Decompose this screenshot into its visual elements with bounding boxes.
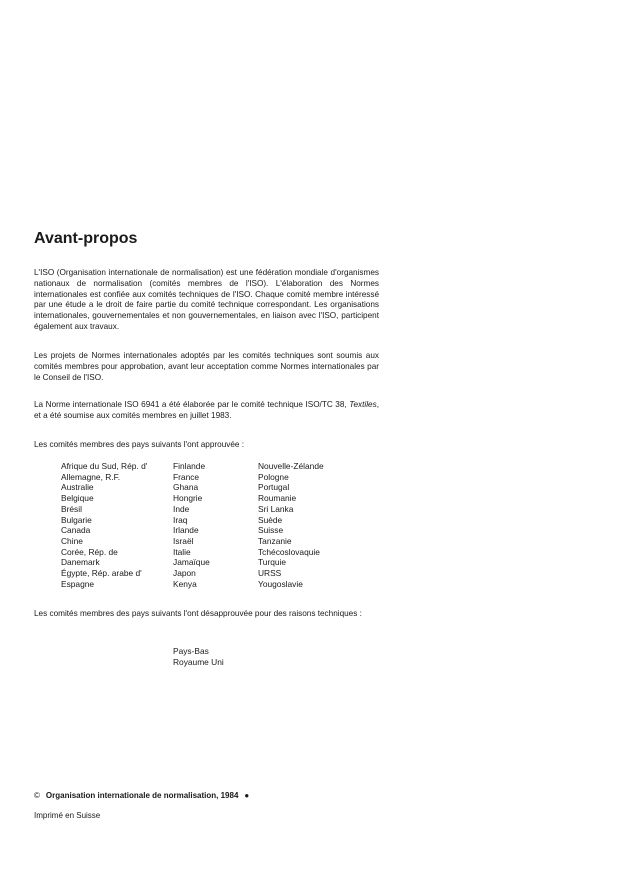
country-item: Danemark xyxy=(61,557,100,568)
printed-in: Imprimé en Suisse xyxy=(34,811,101,820)
country-item: URSS xyxy=(258,568,282,579)
country-item: France xyxy=(173,471,200,482)
country-item: Turquie xyxy=(258,557,287,568)
country-item: Corée, Rép. de xyxy=(61,546,118,557)
country-item: Hongrie xyxy=(173,493,203,504)
country-item: Australie xyxy=(61,482,94,493)
country-item: Iraq xyxy=(173,514,188,525)
origin-text-end: , et a été soumise aux comités membres en juillet 1983. xyxy=(34,400,379,420)
country-item: Yougoslavie xyxy=(258,578,303,589)
country-item: Pologne xyxy=(258,471,289,482)
committee-name: Textiles xyxy=(349,400,377,409)
country-item: Finlande xyxy=(173,461,206,471)
paragraph-approved-intro: Les comités membres des pays suivants l'ont approuvée : xyxy=(34,440,244,449)
country-item: Suède xyxy=(258,514,283,525)
bullet-icon: ● xyxy=(244,791,250,800)
paragraph-approval-process: Les projets de Normes internationales adoptés par les comités techniques sont soumis aux comités membres pour approbation, avant leur acceptation comme Normes internationales par le Conseil de l'ISO. xyxy=(34,351,379,382)
country-item: Irlande xyxy=(173,525,199,536)
country-item: Afrique du Sud, Rép. d' xyxy=(61,461,148,471)
paragraph-disapproved-intro: Les comités membres des pays suivants l'ont désapprouvée pour des raisons techniques : xyxy=(34,609,362,618)
country-item: Pays-Bas xyxy=(173,646,209,656)
approved-column-3 xyxy=(258,461,324,589)
country-item: Ghana xyxy=(173,482,199,493)
paragraph-standard-origin xyxy=(34,400,379,422)
country-item: Portugal xyxy=(258,482,290,493)
country-item: Inde xyxy=(173,503,190,514)
country-item: Espagne xyxy=(61,578,95,589)
copyright-line xyxy=(34,791,249,800)
country-item: Jamaïque xyxy=(173,557,210,568)
approved-column-2 xyxy=(173,461,210,589)
country-item: Belgique xyxy=(61,493,94,504)
country-item: Sri Lanka xyxy=(258,503,294,514)
country-item: Roumanie xyxy=(258,493,297,504)
country-item: Canada xyxy=(61,525,91,536)
country-item: Bulgarie xyxy=(61,514,92,525)
country-item: Italie xyxy=(173,546,191,557)
country-item: Nouvelle-Zélande xyxy=(258,461,324,471)
country-item: Suisse xyxy=(258,525,284,536)
paragraph-iso-intro: L'ISO (Organisation internationale de normalisation) est une fédération mondiale d'organismes nationaux de normalisation (comités membres de l'ISO). L'élaboration des Normes internationales est confiée aux comités techniques de l'ISO. Chaque comité membre intéressé par une étude a le droit de faire partie du comité technique correspondant. Les organisations internationales, gouvernementales et non gouvernementales, en liaison avec l'ISO, participent également aux travaux. xyxy=(34,268,379,331)
country-item: Égypte, Rép. arabe d' xyxy=(61,568,142,579)
origin-text-start: La Norme internationale ISO 6941 a été élaborée par le comité technique ISO/TC 38, xyxy=(34,400,350,409)
page-title: Avant-propos xyxy=(34,230,138,247)
copyright-text: Organisation internationale de normalisation, 1984 xyxy=(45,791,239,800)
country-item: Brésil xyxy=(61,503,82,514)
approved-column-1 xyxy=(61,461,147,589)
country-item: Israël xyxy=(173,535,194,546)
country-item: Allemagne, R.F. xyxy=(61,471,121,482)
country-item: Chine xyxy=(61,535,83,546)
disapproved-countries xyxy=(173,646,224,667)
country-item: Tchécoslovaquie xyxy=(258,546,320,557)
approved-countries xyxy=(0,461,627,601)
copyright-symbol: © xyxy=(34,791,40,800)
country-item: Tanzanie xyxy=(258,535,292,546)
country-item: Kenya xyxy=(173,578,197,589)
country-item: Royaume Uni xyxy=(173,656,224,667)
country-item: Japon xyxy=(173,568,196,579)
